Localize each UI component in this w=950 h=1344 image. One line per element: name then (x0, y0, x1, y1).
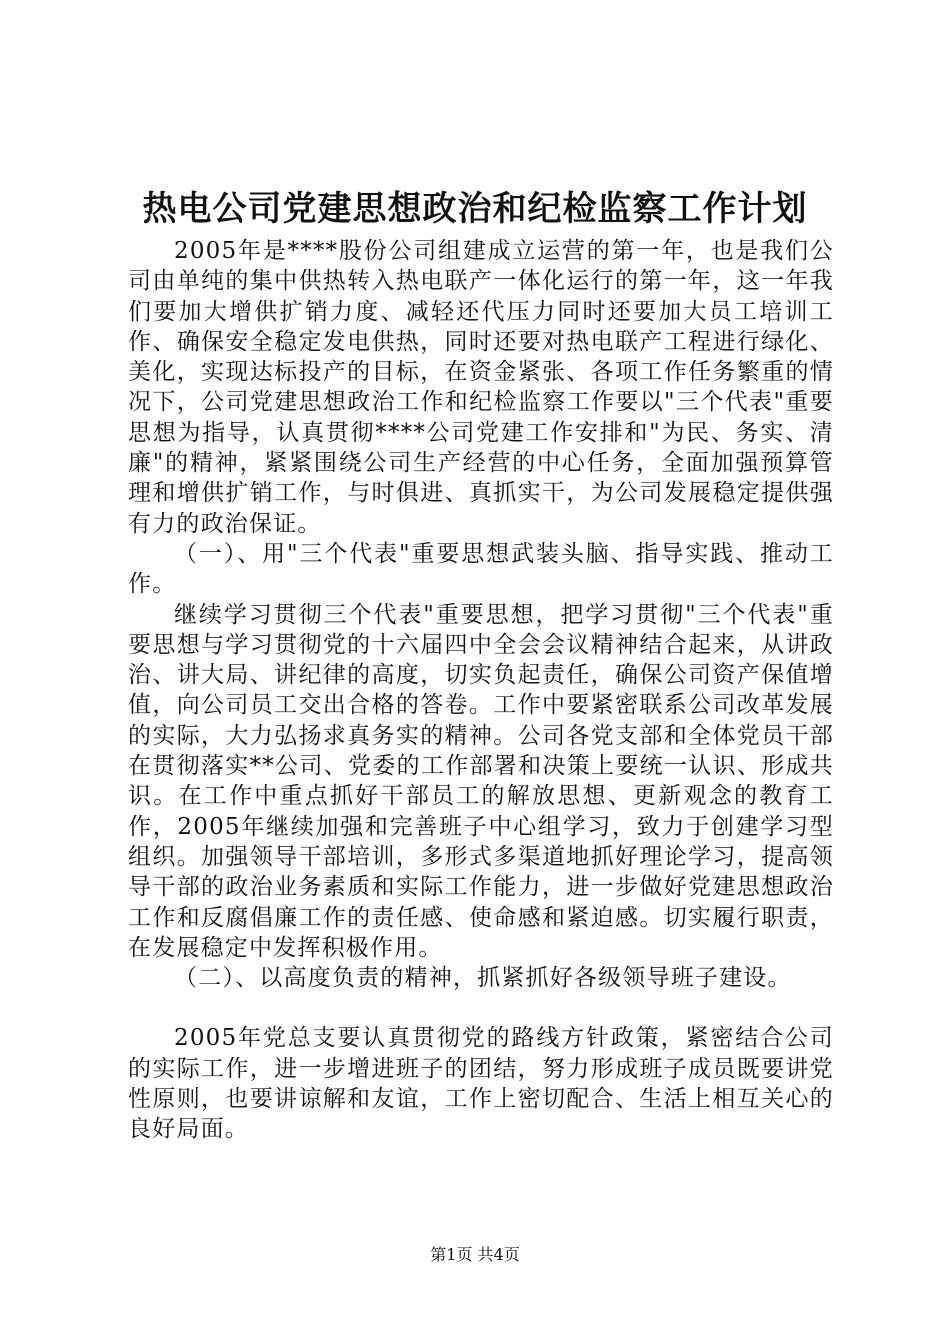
paragraph-section-2: 2005年党总支要认真贯彻党的路线方针政策，紧密结合公司的实际工作，进一步增进班子的团结，努力形成班子成员既要讲党性原则，也要讲谅解和友谊，工作上密切配合、生活上相互关心的良好局面。 (128, 1025, 834, 1143)
paragraph-intro: 2005年是****股份公司组建成立运营的第一年，也是我们公司由单纯的集中供热转入热电联产一体化运行的第一年，这一年我们要加大增供扩销力度、减轻还代压力同时还要加大员工培训工作、确保安全稳定发电供热，同时还要对热电联产工程进行绿化、美化，实现达标投产的目标，在资金紧张、各项工作任务繁重的情况下，公司党建思想政治工作和纪检监察工作要以"三个代表"重要思想为指导，认真贯彻****公司党建工作安排和"为民、务实、清廉"的精神，紧紧围绕公司生产经营的中心任务，全面加强预算管理和增供扩销工作，与时俱进、真抓实干，为公司发展稳定提供强有力的政治保证。 (128, 238, 834, 537)
paragraph-section-1: 继续学习贯彻三个代表"重要思想，把学习贯彻"三个代表"重要思想与学习贯彻党的十六届四中全会会议精神结合起来，从讲政治、讲大局、讲纪律的高度，切实负起责任，确保公司资产保值增值，向公司员工交出合格的答卷。工作中要紧密联系公司改革发展的实际，大力弘扬求真务实的精神。公司各党支部和全体党员干部在贯彻落实**公司、党委的工作部署和决策上要统一认识、形成共识。在工作中重点抓好干部员工的解放思想、更新观念的教育工作，2005年继续加强和完善班子中心组学习，致力于创建学习型组织。加强领导干部培训，多形式多渠道地抓好理论学习，提高领导干部的政治业务素质和实际工作能力，进一步做好党建思想政治工作和反腐倡廉工作的责任感、使命感和紧迫感。切实履行职责，在发展稳定中发挥积极作用。 (128, 601, 834, 961)
document-body (128, 236, 834, 1145)
document-title: 热电公司党建思想政治和纪检监察工作计划 (142, 189, 808, 229)
page-number: 第1页 共4页 (430, 1245, 520, 1264)
section-heading-1: （一）、用"三个代表"重要思想武装头脑、指导实践、推动工作。 (128, 540, 834, 598)
section-heading-2: （二）、以高度负责的精神，抓紧抓好各级领导班子建设。 (174, 965, 792, 992)
